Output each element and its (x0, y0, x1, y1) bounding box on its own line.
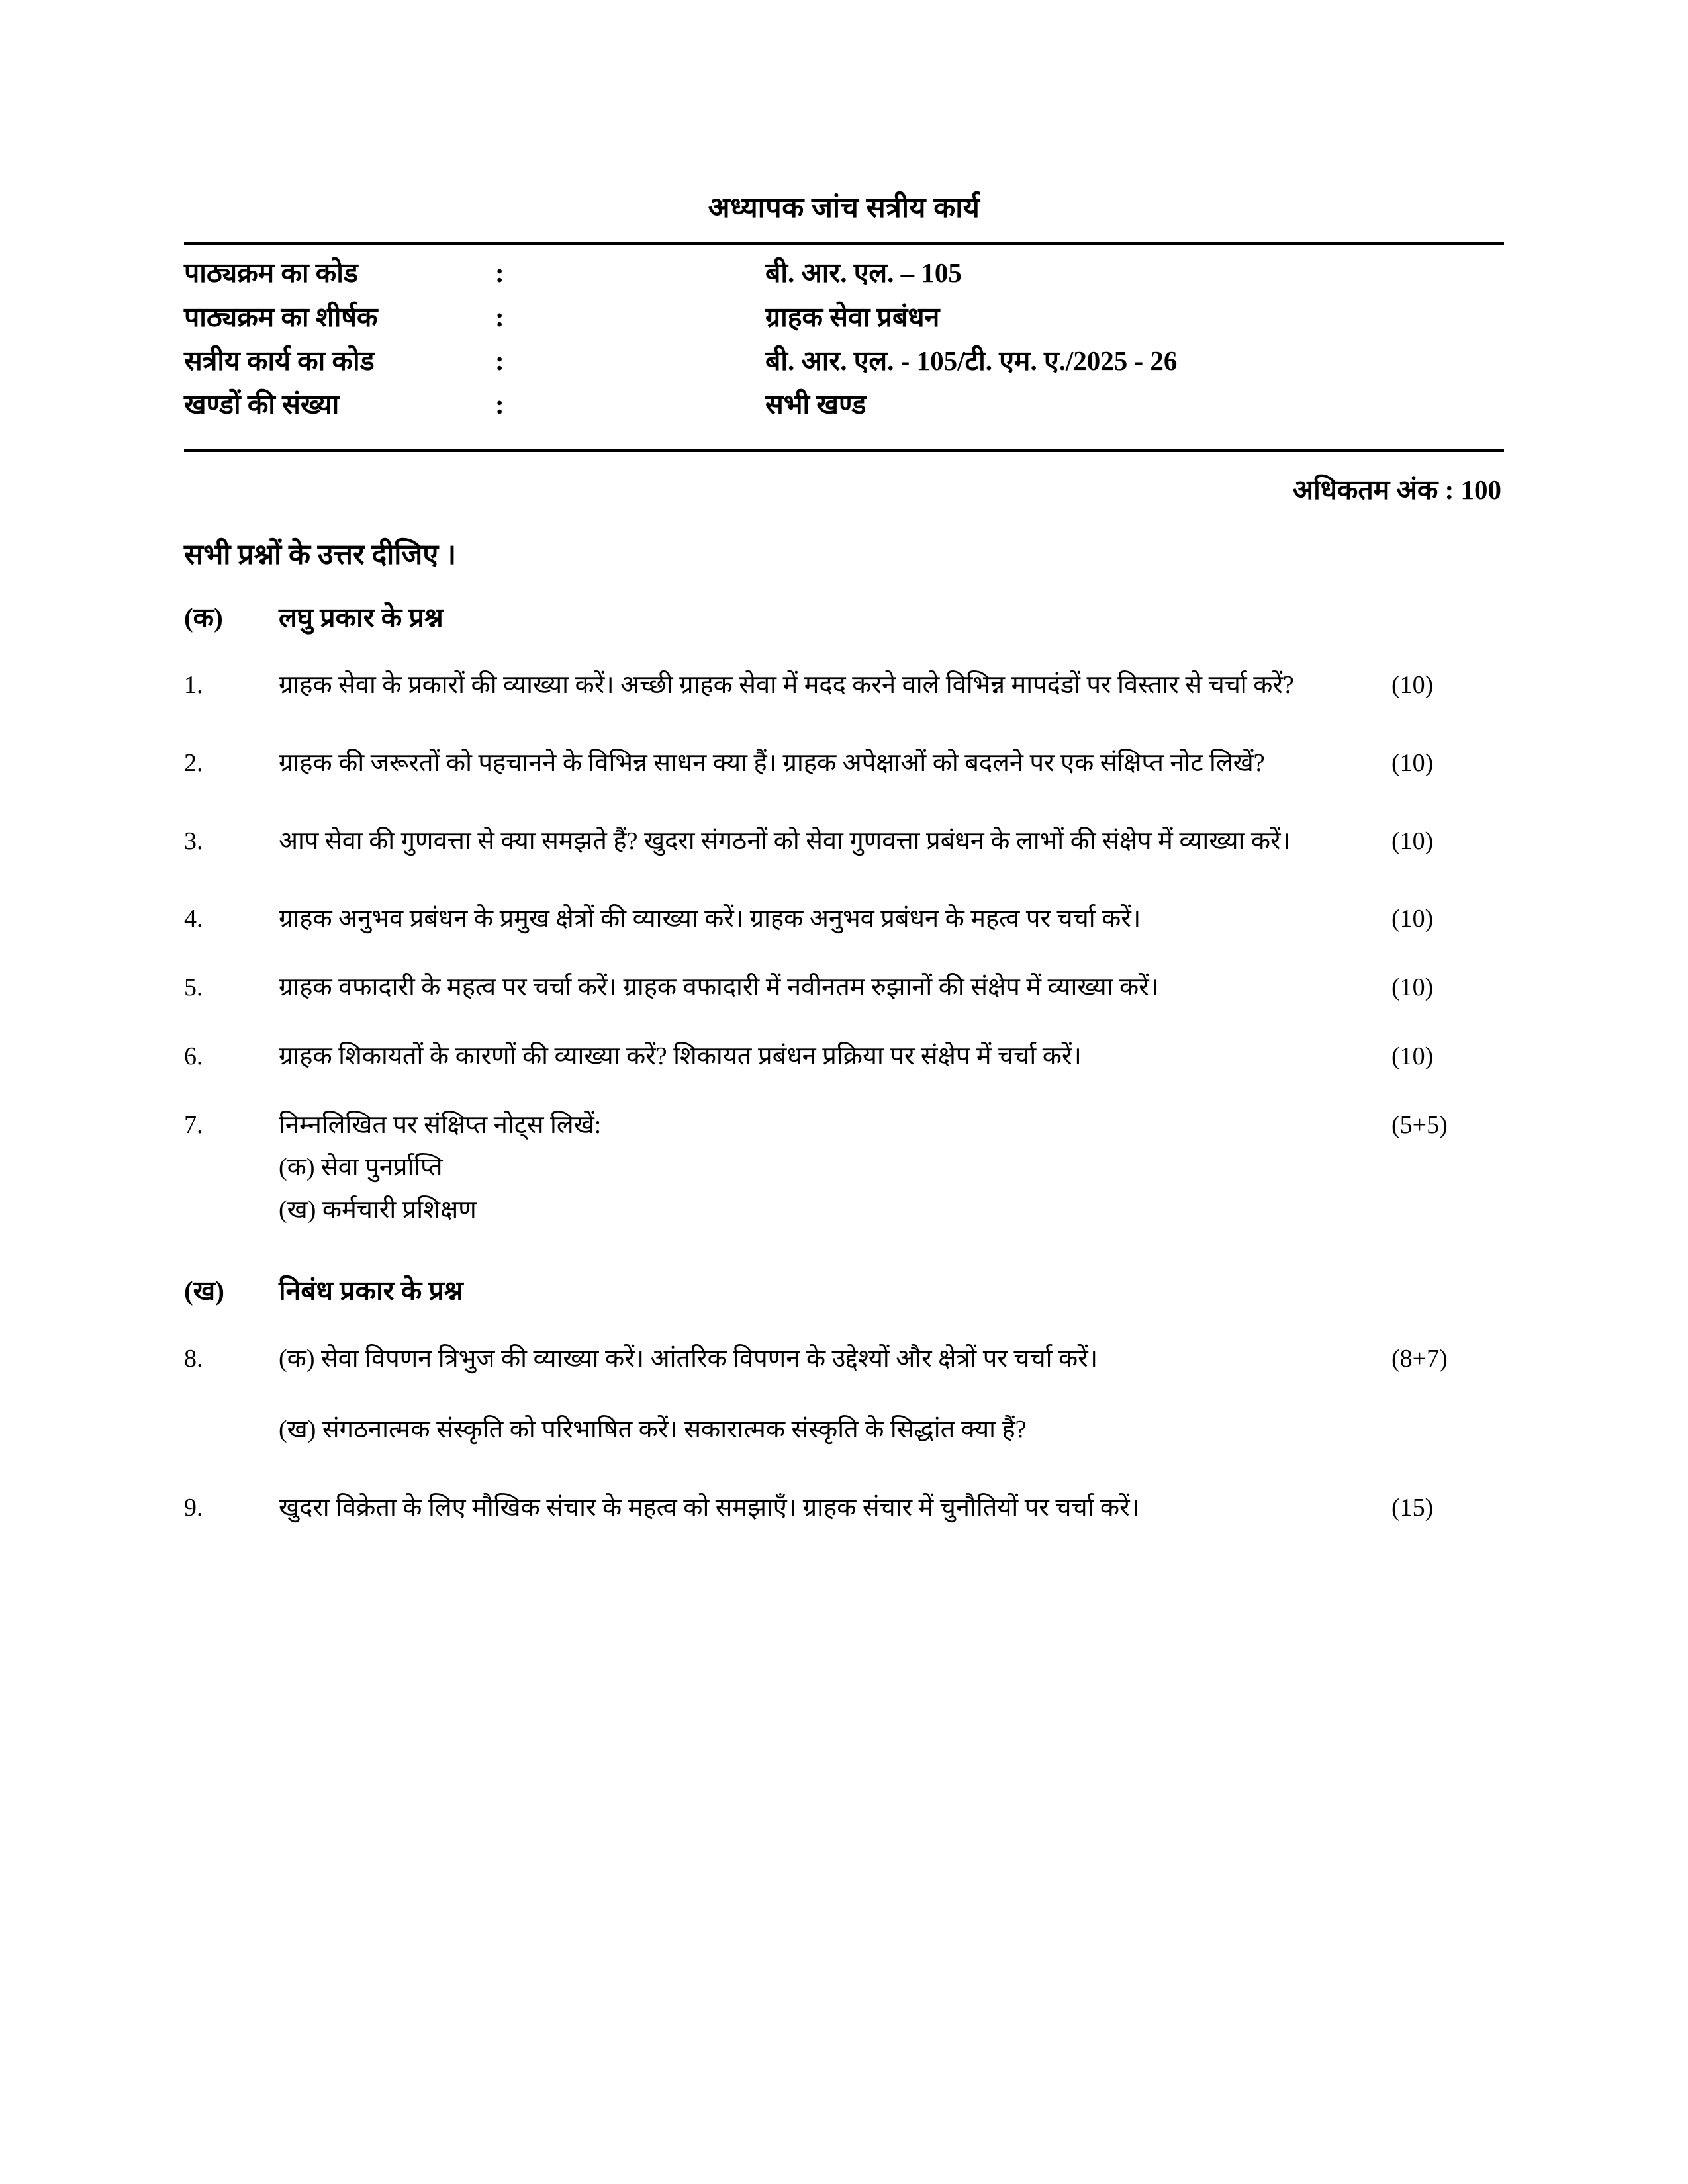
question-number: 8. (184, 1344, 203, 1373)
meta-label-course-code: पाठ्यक्रम का कोड (184, 257, 358, 289)
question-7-item-a: (क) सेवा पुनर्प्राप्ति (279, 1153, 443, 1181)
question-number: 7. (184, 1111, 203, 1139)
meta-label-course-title: पाठ्यक्रम का शीर्षक (184, 301, 378, 332)
question-8-part-b: (ख) संगठनात्मक संस्कृति को परिभाषित करें। सकारात्मक संस्कृति के सिद्धांत क्या हैं? (279, 1416, 1027, 1444)
header-divider-bottom (184, 449, 1504, 452)
question-8-part-a: (क) सेवा विपणन त्रिभुज की व्याख्या करें। आंतरिक विपणन के उद्देश्यों और क्षेत्रों पर चर्चा करें। (279, 1344, 1098, 1373)
question-item-2 (184, 743, 1504, 785)
meta-value-course-code: बी. आर. एल. – 105 (765, 257, 962, 289)
instruction-text: सभी प्रश्नों के उत्तर दीजिए । (184, 539, 457, 571)
question-marks: (8+7) (1391, 1344, 1448, 1373)
question-item-7 (184, 1105, 1504, 1231)
question-marks: (15) (1391, 1494, 1434, 1522)
meta-label-assignment-code: सत्रीय कार्य का कोड (184, 345, 375, 376)
question-number: 6. (184, 1042, 203, 1071)
meta-label-block-count: खण्डों की संख्या (184, 389, 340, 420)
question-number: 2. (184, 749, 203, 777)
question-text: ग्राहक सेवा के प्रकारों की व्याख्या करें। अच्छी ग्राहक सेवा में मदद करने वाले विभिन्न मापदंडों पर विस्तार से चर्चा करें? (279, 670, 1294, 699)
question-number: 9. (184, 1494, 203, 1522)
page-title: अध्यापक जांच सत्रीय कार्य (708, 193, 980, 224)
question-number: 4. (184, 905, 203, 933)
question-marks: (10) (1391, 670, 1434, 699)
question-text: ग्राहक वफादारी के महत्व पर चर्चा करें। ग्राहक वफादारी में नवीनतम रुझानों की संक्षेप में व्याख्या करें। (279, 974, 1159, 1002)
question-item-1 (184, 664, 1504, 707)
meta-value-assignment-code: बी. आर. एल. - 105/टी. एम. ए./2025 - 26 (765, 345, 1178, 376)
question-text (279, 1338, 1391, 1452)
meta-colon: : (495, 345, 504, 376)
question-marks: (5+5) (1391, 1111, 1448, 1139)
question-marks: (10) (1391, 1042, 1434, 1071)
question-item-5 (184, 967, 1504, 1009)
section-title: निबंध प्रकार के प्रश्न (279, 1275, 463, 1306)
meta-colon: : (495, 257, 504, 289)
table-row (184, 388, 1504, 432)
table-row (184, 257, 1504, 300)
meta-value-block-count: सभी खण्ड (765, 389, 867, 420)
meta-value-course-title: ग्राहक सेवा प्रबंधन (765, 301, 940, 332)
course-meta-table (184, 257, 1504, 432)
question-marks: (10) (1391, 749, 1434, 777)
section-title: लघु प्रकार के प्रश्न (279, 602, 444, 633)
question-text: ग्राहक की जरूरतों को पहचानने के विभिन्न साधन क्या हैं। ग्राहक अपेक्षाओं को बदलने पर एक संक्षिप्त नोट लिखें? (279, 749, 1265, 777)
question-marks: (10) (1391, 974, 1434, 1002)
question-7-lead: निम्नलिखित पर संक्षिप्त नोट्स लिखें: (279, 1111, 602, 1139)
max-marks-label: अधिकतम अंक : 100 (1292, 475, 1501, 506)
question-text: आप सेवा की गुणवत्ता से क्या समझते हैं? खुदरा संगठनों को सेवा गुणवत्ता प्रबंधन के लाभों की संक्षेप में व्याख्या करें। (279, 827, 1290, 855)
table-row (184, 345, 1504, 388)
question-number: 5. (184, 974, 203, 1002)
section-heading-essay-questions (184, 1275, 1504, 1307)
meta-colon: : (495, 389, 504, 420)
page-content (184, 0, 1504, 1529)
question-item-6 (184, 1036, 1504, 1078)
question-7-item-b: (ख) कर्मचारी प्रशिक्षण (279, 1195, 477, 1224)
table-row (184, 301, 1504, 345)
question-item-3 (184, 821, 1504, 863)
question-number: 1. (184, 670, 203, 699)
question-marks: (10) (1391, 827, 1434, 855)
question-text: ग्राहक शिकायतों के कारणों की व्याख्या करें? शिकायत प्रबंधन प्रक्रिया पर संक्षेप में चर्चा करें। (279, 1042, 1082, 1071)
question-number: 3. (184, 827, 203, 855)
header-divider-top (184, 242, 1504, 245)
section-marker: (ख) (184, 1275, 224, 1306)
question-text: खुदरा विक्रेता के लिए मौखिक संचार के महत्व को समझाएँ। ग्राहक संचार में चुनौतियों पर चर्चा करें। (279, 1494, 1140, 1522)
question-item-9 (184, 1487, 1504, 1529)
meta-colon: : (495, 301, 504, 332)
section-heading-short-questions (184, 602, 1504, 634)
section-marker: (क) (184, 602, 223, 633)
question-item-4 (184, 898, 1504, 940)
question-text (279, 1105, 1391, 1231)
question-item-8 (184, 1338, 1504, 1452)
question-text: ग्राहक अनुभव प्रबंधन के प्रमुख क्षेत्रों की व्याख्या करें। ग्राहक अनुभव प्रबंधन के महत्व पर चर्चा करें। (279, 905, 1141, 933)
question-marks: (10) (1391, 905, 1434, 933)
